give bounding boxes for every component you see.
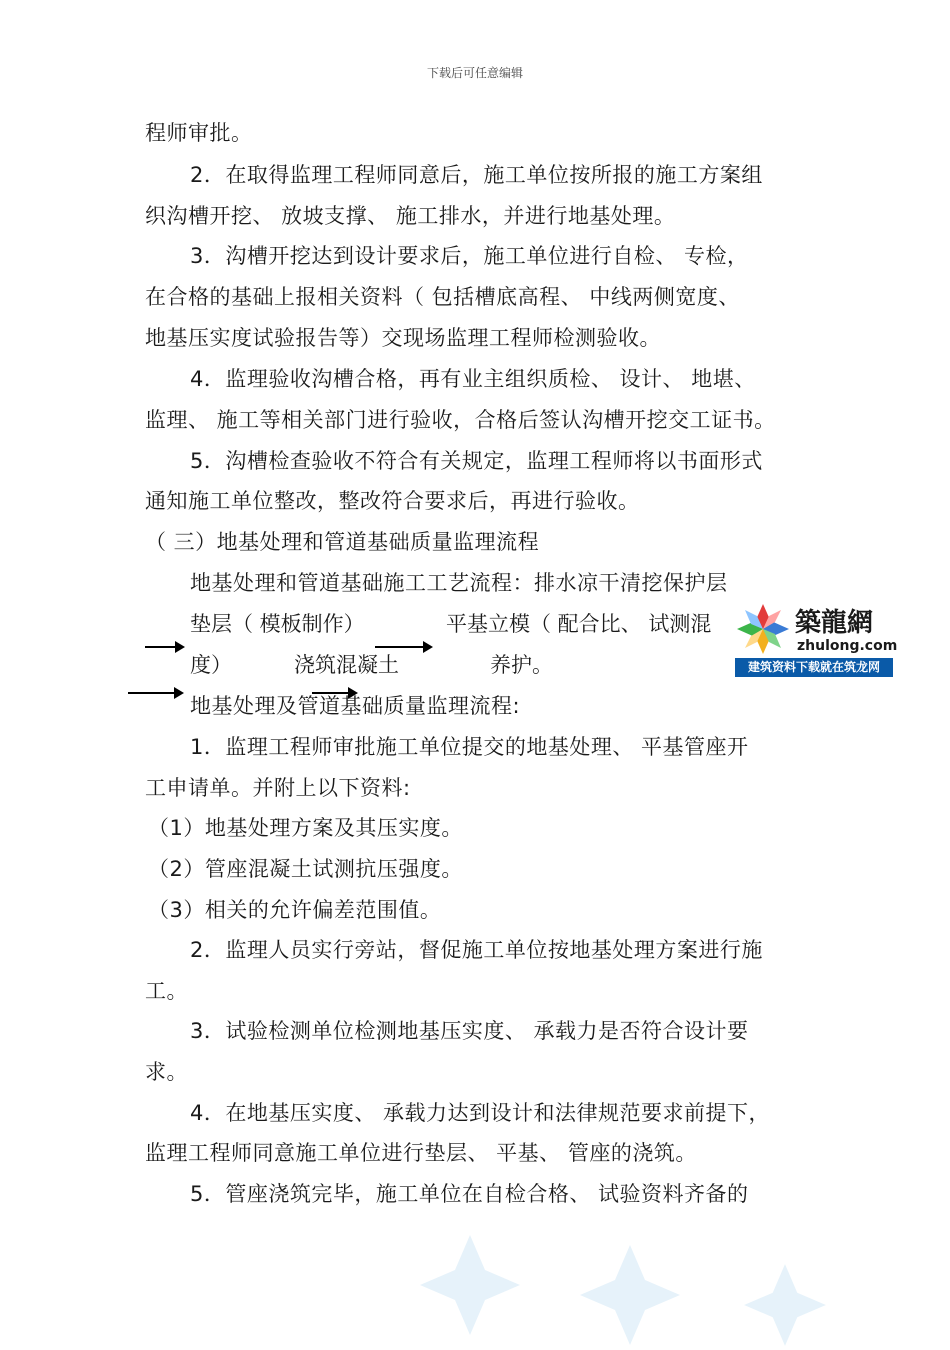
text-line: 监理、 施工等相关部门进行验收，合格后签认沟槽开挖交工证书。 xyxy=(145,408,776,432)
arrow-icon xyxy=(145,646,183,648)
flow-step: 浇筑混凝土 xyxy=(294,653,399,677)
text-line: 工。 xyxy=(145,979,188,1003)
logo-banner: 建筑资料下载就在筑龙网 xyxy=(735,658,893,677)
text-line: 1．监理工程师审批施工单位提交的地基处理、 平基管座开 xyxy=(190,735,749,759)
text-line: 地基处理和管道基础施工工艺流程：排水凉干清挖保护层 xyxy=(190,571,728,595)
logo-en-text: zhulong.com xyxy=(797,638,898,654)
flow-step: 平基立模（ 配合比、 试测混 xyxy=(446,612,712,636)
arrow-icon xyxy=(128,692,182,694)
text-line: 求。 xyxy=(145,1060,188,1084)
text-line: 4．在地基压实度、 承载力达到设计和法律规范要求前提下， xyxy=(190,1101,771,1125)
flow-step: 垫层（ 模板制作） xyxy=(190,612,365,636)
text-line: 2．监理人员实行旁站，督促施工单位按地基处理方案进行施 xyxy=(190,938,763,962)
watermark-snowflake-icon xyxy=(740,1260,830,1350)
text-line: 工申请单。并附上以下资料: xyxy=(145,776,411,800)
text-line: 在合格的基础上报相关资料（ 包括槽底高程、 中线两侧宽度、 xyxy=(145,285,740,309)
section-heading: （ 三）地基处理和管道基础质量监理流程 xyxy=(145,530,540,554)
flow-step: 养护。 xyxy=(490,653,553,677)
watermark-snowflake-icon xyxy=(575,1240,685,1350)
flow-step: 度） xyxy=(190,653,232,677)
text-line: 地基处理及管道基础质量监理流程: xyxy=(190,694,521,718)
text-line: 地基压实度试验报告等）交现场监理工程师检测验收。 xyxy=(145,326,661,350)
text-line: 织沟槽开挖、 放坡支撑、 施工排水，并进行地基处理。 xyxy=(145,204,676,228)
pinwheel-logo-icon xyxy=(733,600,793,658)
list-item: （1）地基处理方案及其压实度。 xyxy=(148,816,463,840)
text-line: 通知施工单位整改，整改符合要求后，再进行验收。 xyxy=(145,489,640,513)
text-line: 2．在取得监理工程师同意后，施工单位按所报的施工方案组 xyxy=(190,163,763,187)
zhulong-logo xyxy=(733,600,898,678)
list-item: （3）相关的允许偏差范围值。 xyxy=(148,898,442,922)
text-line: 3．试验检测单位检测地基压实度、 承载力是否符合设计要 xyxy=(190,1019,749,1043)
text-line: 程师审批。 xyxy=(145,121,253,145)
text-line: 4．监理验收沟槽合格，再有业主组织质检、 设计、 地堪、 xyxy=(190,367,756,391)
page-header: 下载后可任意编辑 xyxy=(426,66,523,80)
text-line: 5．管座浇筑完毕，施工单位在自检合格、 试验资料齐备的 xyxy=(190,1182,749,1206)
text-line: 监理工程师同意施工单位进行垫层、 平基、 管座的浇筑。 xyxy=(145,1141,697,1165)
watermark-snowflake-icon xyxy=(415,1230,525,1340)
arrow-icon xyxy=(375,646,431,648)
text-line: 3．沟槽开挖达到设计要求后，施工单位进行自检、 专检， xyxy=(190,244,749,268)
logo-cn-text: 築龍網 xyxy=(795,608,874,638)
text-line: 5．沟槽检查验收不符合有关规定，监理工程师将以书面形式 xyxy=(190,449,763,473)
list-item: （2）管座混凝土试测抗压强度。 xyxy=(148,857,463,881)
